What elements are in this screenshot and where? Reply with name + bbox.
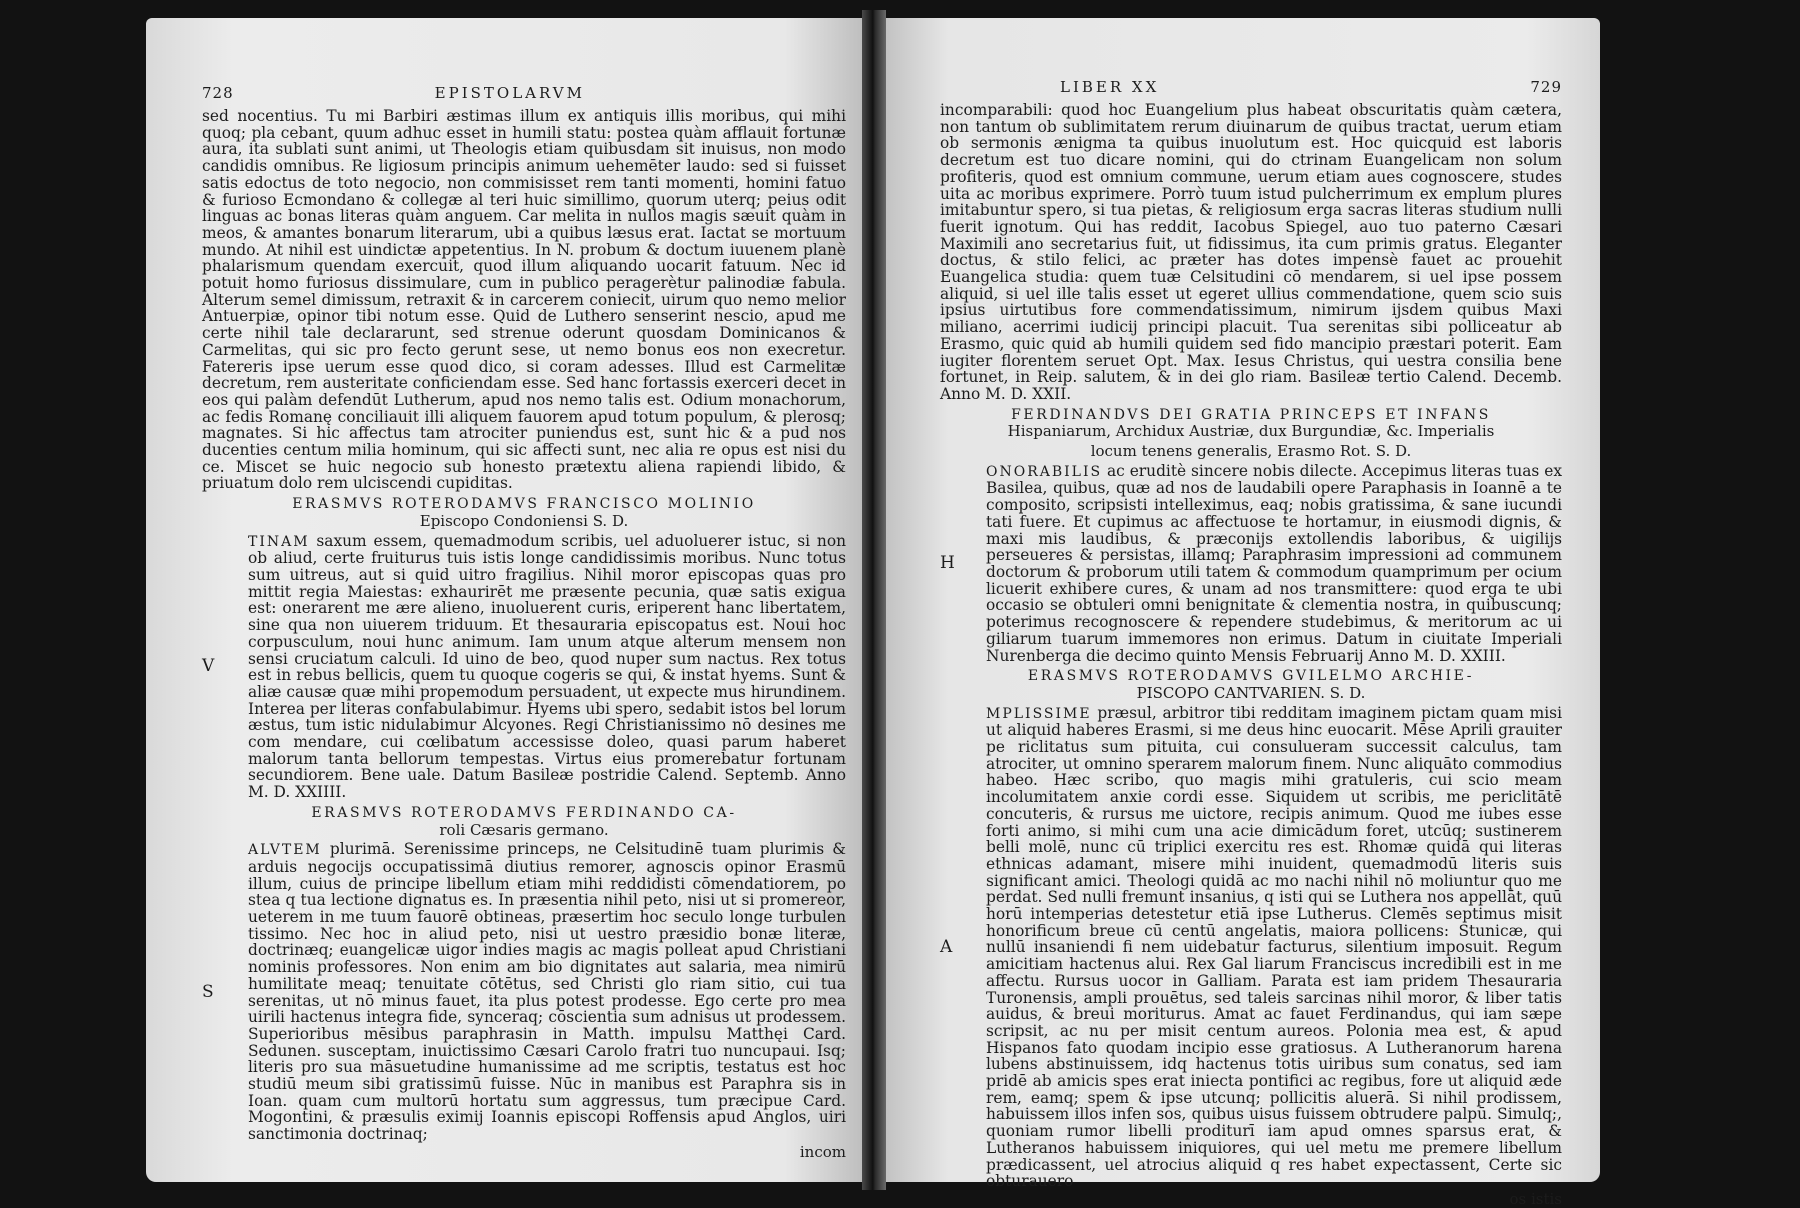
letter4-body	[986, 705, 1562, 1190]
letter2-initial: S	[202, 981, 214, 1002]
letter-continuation-paragraph-right: incomparabili: quod hoc Euangelium plus habeat obscuritatis quàm cætera, non tantum ob sublimitatem rerum diuinarum de quibus tractat, uerum etiam ob sermonis ænigma ta quibus inuolutum est. Hoc quicquid est laboris decretum est tuo dicare nomini, qui do ctrinam Euangelicam non solum profiteris, quod est omnium commune, uerum etiam aues cognoscere, studes uita ac moribus exprimere. Porrò tuum istud pulcherrimum ex emplum plures imitabuntur spero, si tua pietas, & religiosum erga sacras literas studium nulli fuerit ignotum. Qui has reddit, Iacobus Spiegel, auo tuo paterno Cæsari Maximili ano secretarius fuit, ut fidissimus, ita cum primis gratus. Eleganter doctus, & stilo felici, ac præter has dotes impensè fauet ac prouehit Euangelica studia: quem tuæ Celsitudini cō mendarem, si uel ipse possem aliquid, si uel ille talis esset ut egeret ullius commendatione, quem scio suis ipsius uirtutibus fore commendatissimum, nimirum ijsdem quibus Maxi miliano, acerrimi iudicij principi placuit. Tua serenitas sibi polliceatur ab Erasmo, quic quid ab humili quidem sed fido mancipio præstari poterit. Eam iugiter florentem seruet Opt. Max. Iesus Christus, qui uestra consilia bene fortunet, in Reip. salutem, & in dei glo riam. Basileæ tertio Calend. Decemb. Anno M. D. XXII.	[940, 101, 1562, 403]
right-page-text	[940, 102, 1562, 1208]
letter1-salutation-line2: Episcopo Condoniensi S. D.	[419, 511, 629, 530]
letter1-body	[248, 533, 846, 801]
left-page-text	[202, 108, 846, 1161]
letter4-initial: A	[940, 936, 953, 957]
right-running-head: LIBER XX	[1060, 78, 1160, 96]
letter4-salutation: ERASMVS ROTERODAMVS GVILELMO ARCHIE-	[1027, 668, 1475, 685]
letter2-lead-word: ALVTEM	[248, 842, 322, 859]
letter3-lead-word: ONORABILIS	[986, 463, 1103, 480]
book-gutter	[862, 10, 886, 1190]
left-page	[146, 18, 872, 1182]
letter2-opening	[202, 841, 846, 1143]
right-catchword: os istis	[1509, 1190, 1562, 1208]
letter1-text: saxum essem, quemadmodum scribis, uel aduoluerer istuc, si non ob aliud, certe fruiturus tuis istis longe candidissimis moribus. Nunc totus sum uitreus, aut si quid uitro fragilius. Nihil moror episcopas quas pro mittit regia Maiestas: exhaurirēt me præsente pecunia, quæ satis exigua est: onerarent me ære alieno, inuoluerent curis, eriperent hanc libertatem, sine qua non uiuerem triduum. Et thesauraria episcopatus est. Noui hoc corpusculum, noui hunc animum. Iam unum atque alterum mensem non sensi cruciatum calculi. Id uino de beo, quod nuper sum nactus. Rex totus est in rebus bellicis, quem tu quoque cogeris se qui, & instat hyems. Sunt & aliæ causæ quæ mihi propemodum persuadent, ut expecte mus hirundinem. Interea per literas confabulabimur. Hyems ubi spero, sedabit istos bel lorum æstus, tum istic nidulabimur Alcyones. Regi Christianissimo nō desines me com mendare, cui cœlibatum accessisse doleo, quasi parum haberet malorum tanta bellorum tempestas. Virtus eius promerebatur fortunam secundiorem. Bene uale. Datum Basileæ postridie Calend. Septemb. Anno M. D. XXIIII.	[248, 531, 846, 802]
right-page	[876, 18, 1600, 1208]
letter-continuation-paragraph: sed nocentius. Tu mi Barbiri æstimas illum ex antiquis illis moribus, qui mihi quoq; pla cebant, quum adhuc esset in humili statu: postea quàm afflauit fortunæ aura, ita sublati sunt animi, ut Theologis etiam quibusdam sit inuisus, non modo candidis omnibus. Re ligiosum principis animum uehemēter laudo: sed si fuisset satis edoctus de toto negocio, non commisisset rem tanti momenti, homini fatuo & furioso Ecmondano & collegæ al teri huic simillimo, quorum uterq; peius odit linguas ac bonas literas quàm anguem. Car melita in nullos magis sæuit quàm in meos, & amantes bonarum literarum, ubi a quibus læsus erat. Iactat se mortuum mundo. At nihil est uindictæ appetentius. In N. probum & doctum iuuenem planè phalarismum quendam exercuit, quod illum aliquando uocarit fatuum. Nec id potuit homo furiosus dissimulare, cum in publico peragerètur palinodiæ fabula. Alterum semel dimissum, retraxit & in carcerem coniecit, uirum quo nemo melior Antuerpiæ, opinor tibi notum esse. Quid de Luthero senserint nescio, apud me certe nihil tale declararunt, sed strenue oderunt quosdam Dominicanos & Carmelitas, qui sic pro fecto gerunt sese, ut nemo bonus eos non execretur. Fatereris ipse uerum esse quod dico, si coram adesses. Illud est Carmelitæ decretum, rem austeritate conficiendam esse. Sed hanc fortassis exerceri decet in eos qui palàm defendūt Lutherum, apud nos nemo talis est. Odium monachorum, ac fedis Romanę conciliauit illi aliquem fauorem apud totum populum, & plerosq; magnates. Si hic affectus tam atrociter puniendus est, sunt hic & a pud nos ducenties centum milia hominum, qui sic affecti sunt, nec alia re opus est nisi du ce. Miscet se huic negocio sub honesto prætextu aliena rapiendi libido, & priuatum dolo rem ulciscendi cupiditas.	[202, 107, 846, 493]
letter3-text: ac eruditè sincere nobis dilecte. Accepimus literas tuas ex Basilea, quibus, quæ ad nos de laudabili opere Paraphasis in Ioannē a te composito, scripsisti intelleximus, eaq; nobis gratissima, & sane iucundi tati fuere. Et cupimus ac affectuose te hortamur, in eiusmodi dignis, & maxi mis laudibus, & præconijs extollendis laboribus, & uigilijs perseueres & persistas, illamq; Paraphrasim impressioni ad communem doctorum & proborum utili tatem & commodum quamprimum per ocium licuerit exhibere cures, & unam ad nos transmittere: quod erga te ubi occasio se obtuleri omni benignitate & clementia nostra, in quibuscunq; poterimus recognoscere & rependere studebimus, & meritorum ac ui giliarum tuarum immemores non erimus. Datum in ciuitate Imperiali Nurenberga die decimo quinto Mensis Februarij Anno M. D. XXIII.	[986, 461, 1562, 665]
letter2-salutation: ERASMVS ROTERODAMVS FERDINANDO CA-	[311, 804, 737, 821]
letter3-salutation-line3: locum tenens generalis, Erasmo Rot. S. D.	[1090, 442, 1412, 461]
left-catchword: incom	[799, 1142, 846, 1161]
left-page-header	[202, 84, 846, 102]
letter4-opening	[940, 705, 1562, 1190]
letter3-opening	[940, 463, 1562, 664]
left-running-head: EPISTOLARVM	[434, 84, 585, 102]
letter3-salutation: FERDINANDVS DEI GRATIA PRINCEPS ET INFANS	[1011, 406, 1491, 423]
letter2-salutation-line2: roli Cæsaris germano.	[439, 820, 609, 839]
letter1-opening	[202, 533, 846, 801]
letter2-body	[248, 841, 846, 1143]
right-page-number: 729	[1530, 78, 1562, 96]
letter3-body	[986, 463, 1562, 664]
letter1-lead-word: TINAM	[248, 533, 310, 550]
letter1-salutation: ERASMVS ROTERODAMVS FRANCISCO MOLINIO	[292, 496, 756, 513]
letter4-salutation-line2: PISCOPO CANTVARIEN. S. D.	[1136, 683, 1366, 702]
letter2-text: plurimā. Serenissime princeps, ne Celsitudinē tuam plurimis & arduis negocijs occupatissimā diutius remorer, agnoscis opinor Erasmū illum, cuius de principe libellum etiam mihi reddidisti cōmendatiorem, po stea q tua lectione dignatus es. In præsentia nihil peto, nisi ut si promereor, ueterem in me tuum fauorē obtineas, præsertim hoc seculo longe turbulen tissimo. Nec hoc in aliud peto, nisi ut uestro præsidio bonæ literæ, doctrinæq; euangelicæ uigor indies magis ac magis polleat apud Christiani nominis professores. Non enim am bio dignitates aut salaria, mea nimirū humilitate meaq; tenuitate cōtētus, sed Christi glo riam sitio, cui tua serenitas, ut nō minus fauet, ita plus potest prodesse. Ego certe pro mea uirili hactenus integra fide, synceraq; cōscientia sum adnisus ut prodessem. Superioribus mēsibus paraphrasin in Matth. impulsu Matthęi Card. Sedunen. susceptam, inuictissimo Cæsari Carolo fratri tuo nuncupaui. Isq; literis pro sua māsuetudine humanissime ad me scriptis, testatus est hoc studiū meum sibi gratissimū fuisse. Nūc in manibus est Paraphra sis in Ioan. quam cum multorū hortatu sum aggressus, tum præcipue Card. Mogontini, & præsulis eximij Ioannis episcopi Roffensis apud Anglos, uiri sanctimonia doctrinaq;	[248, 840, 846, 1144]
letter1-initial: V	[202, 656, 215, 677]
left-page-number: 728	[202, 84, 234, 102]
letter4-text: præsul, arbitror tibi redditam imaginem pictam quam misi ut aliquid haberes Erasmi, si me deus hinc euocarit. Mēse Aprili grauiter pe riclitatus sum pituita, cui consulueram successit calculus, tam atrociter, ut omnino sperarem malorum finem. Nunc aliquāto commodius habeo. Hæc scribo, quo magis mihi gratuleris, cui scio meam incolumitatem anxie cordi esse. Siquidem ut scribis, me periclitātē concuteris, & rursus me uictore, recipis animum. Quod me iubes esse forti animo, si mihi cum una acie dimicādum foret, utcūq; sustinerem belli molē, nunc cū triplici exercitu res est. Rhomæ quidā qui literas ethnicas adamant, misere mihi inuident, quemadmodū literis suis significant amici. Theologi quidā ac mo nachi nihil nō moliuntur quo me perdat. Sed nulli fremunt insanius, q isti qui se Luthera nos appellāt, quū horū intemperias detestetur etiā ipse Lutherus. Clemēs septimus misit honorificum breue cū centū angelatis, maiora pollicens: Stunicæ, qui nullū insaniendi fi nem uidebatur facturus, silentium imposuit. Regum amicitiam hactenus alui. Rex Gal liarum Franciscus incredibili est in me affectu. Rursus uocor in Galliam. Parata est iam pridem Thesauraria Turonensis, ampli prouētus, sed taleis sarcinas nihil moror, & liber tatis auidus, & breui moriturus. Amat ac fauet Ferdinandus, qui iam sæpe scripsit, ac nu per misit centum aureos. Polonia mea est, & apud Hispanos fato quodam incipio esse gratiosus. A Lutheranorum harena lubens abstinuissem, idq hactenus totis uiribus sum conatus, sed iam pridē ab amicis spes erat iniecta pontifici ac regibus, fore ut aliquid æde rem, eamq; spem & ipse utcunq; pollicitis aluerā. Si nihil prodissem, habuissem illos infen sos, quibus uisus fuissem obtrudere palpū. Simulq;, quoniam rumor libelli proditurī iam apud omnes sparsus erat, & Lutheranos habuissem iniquiores, qui uel metu me premere libellum prædicassent, uel atrocius aliquid q res habet expectassent, Certe sic obturauero	[986, 703, 1562, 1191]
letter3-salutation-line2: Hispaniarum, Archidux Austriæ, dux Burgundiæ, &c. Imperialis	[1007, 422, 1495, 441]
right-page-header	[940, 78, 1562, 96]
letter3-initial: H	[940, 553, 955, 574]
letter4-lead-word: MPLISSIME	[986, 705, 1092, 722]
